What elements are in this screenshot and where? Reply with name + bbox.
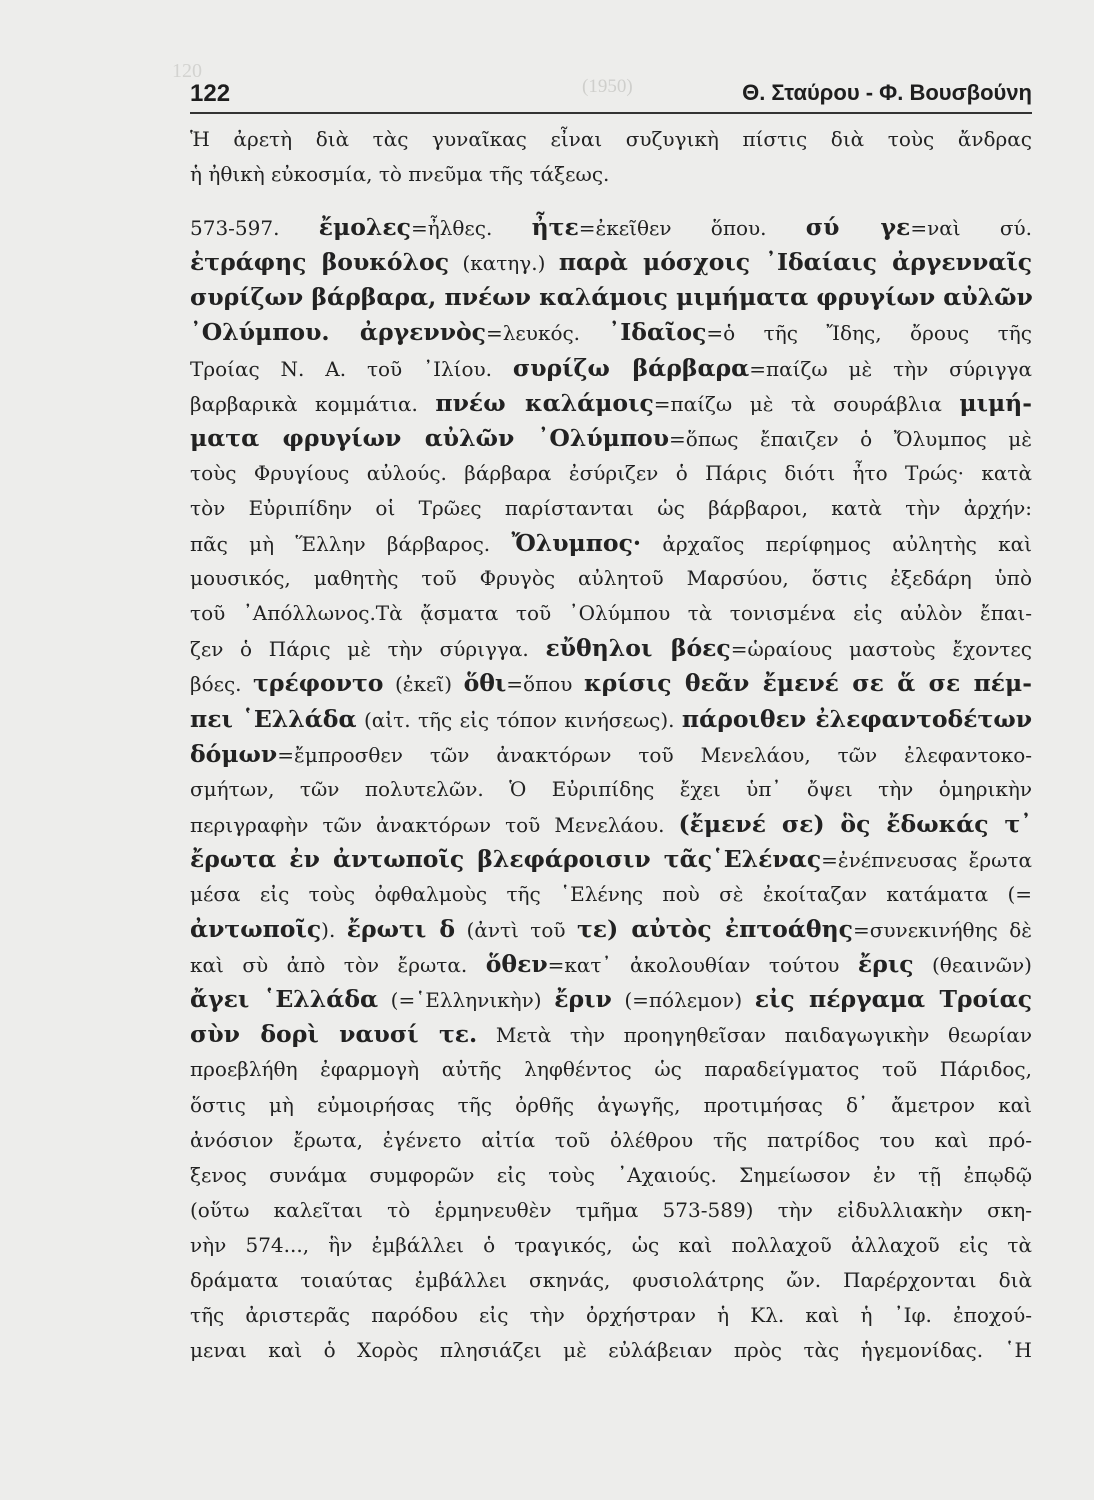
text-run: (αἰτ. τῆς εἰς τόπον κινήσεως). [356, 707, 682, 732]
text-run: (=῾Ελληνικὴν) [378, 988, 555, 1013]
text-run: ). [321, 918, 347, 943]
bold-lemma: Ὄλυμπος· [511, 529, 642, 558]
text-line [190, 1017, 1032, 1052]
text-run: =παίζω μὲ τὴν σύριγγα [749, 356, 1032, 381]
text-run: Ἡ ἀρετὴ διὰ τὰς γυναῖκας εἶναι συζυγικὴ πίστις διὰ τοὺς ἄνδρας [190, 127, 1032, 151]
text-run: περιγραφὴν τῶν ἀνακτόρων τοῦ Μενελάου. [190, 812, 679, 837]
text-line [190, 947, 1032, 982]
text-run: προεβλήθη ἐφαρμογὴ αὐτῆς ληφθέντος ὡς παραδείγματος τοῦ Πάριδος, [190, 1057, 1032, 1082]
text-line [190, 1333, 1032, 1368]
bold-lemma: ἔμολες [318, 213, 411, 242]
bold-lemma: ματα φρυγίων αὐλῶν ᾽Ολύμπου [190, 423, 670, 452]
bold-lemma: εἰς πέργαμα Τροίας [754, 985, 1032, 1014]
bold-lemma: σύ γε [805, 213, 911, 242]
text-line [190, 1228, 1032, 1263]
bold-lemma: ᾽Ιδαῖος [608, 318, 707, 347]
text-run: =ἔμπροσθεν τῶν ἀνακτόρων τοῦ Μενελάου, τῶν ἐλεφαντοκο- [277, 742, 1032, 767]
text-run: (ἐκεῖ) [383, 672, 464, 697]
text-run: =ἐνέπνευσας ἔρωτα [821, 847, 1033, 872]
bold-lemma: ὅθι [463, 669, 507, 698]
text-run: (κατηγ.) [449, 251, 559, 276]
text-line [190, 315, 1032, 350]
bold-lemma: ἐτράφης βουκόλος [190, 248, 450, 277]
text-run: (θεαινῶν) [913, 953, 1032, 978]
text-line [190, 877, 1032, 912]
text-run: τῆς ἀριστερᾶς παρόδου εἰς τὴν ὀρχήστραν ἡ Κλ. καὶ ἡ ᾽Ιφ. ἐποχού- [190, 1303, 1032, 1328]
text-run: Τροίας Ν. Α. τοῦ ᾽Ιλίου. [190, 356, 513, 381]
text-line [190, 772, 1032, 807]
text-line [190, 982, 1032, 1017]
text-line [190, 157, 1032, 192]
text-line [190, 421, 1032, 456]
text-line [190, 1123, 1032, 1158]
bold-lemma: ὅθεν [485, 950, 548, 979]
bold-lemma: ἄγει ῾Ελλάδα [190, 985, 379, 1014]
bold-lemma: πνέω καλάμοις [435, 388, 654, 417]
text-run: =ὅπως ἔπαιζεν ὁ Ὄλυμπος μὲ [669, 426, 1032, 451]
bold-lemma: ἔρις [857, 950, 914, 979]
bold-lemma: τρέφοντο [253, 669, 384, 698]
text-run: μουσικός, μαθητὴς τοῦ Φρυγὸς αὐλητοῦ Μαρσύου, ὅστις ἐξεδάρη ὑπὸ [190, 566, 1032, 591]
bold-lemma: ᾽Ολύμπου. ἀργεννὸς [190, 318, 486, 347]
text-run: σμήτων, τῶν πολυτελῶν. Ὁ Εὐριπίδης ἔχει ὑπ᾽ ὄψει τὴν ὁμηρικὴν [190, 776, 1032, 801]
bold-lemma: ἦτε [531, 213, 579, 242]
bold-lemma: μιμή- [959, 388, 1032, 417]
text-line [190, 122, 1032, 157]
text-run: Μετὰ τὴν προηγηθεῖσαν παιδαγωγικὴν θεωρίαν [477, 1023, 1032, 1048]
text-run: =ὡραίους μαστοὺς ἔχοντες [730, 637, 1032, 662]
bold-lemma: παρὰ μόσχοις ᾽Ιδαίαις ἀργενναῖς [558, 248, 1033, 277]
text-line [190, 702, 1032, 737]
text-line [190, 386, 1032, 421]
text-run: (οὕτω καλεῖται τὸ ἑρμηνευθὲν τμῆμα 573-589) τὴν εἰδυλλιακὴν σκη- [190, 1197, 1032, 1222]
text-line [190, 737, 1032, 772]
bold-lemma: ἔρωτι δ [346, 915, 456, 944]
text-run: =ἦλθες. [410, 216, 532, 241]
bold-lemma: τε) αὐτὸς ἐπτοάθης [576, 915, 853, 944]
text-run: ἀρχαῖος περίφημος αὐλητὴς καὶ [641, 532, 1032, 557]
text-run: ξενος συνάμα συμφορῶν εἰς τοὺς ᾽Αχαιούς. Σημείωσον ἐν τῇ ἐπῳδῷ [190, 1162, 1032, 1187]
bold-lemma: πάροιθεν ἐλεφαντοδέτων [681, 704, 1033, 733]
text-run: ἡ ἠθικὴ εὐκοσμία, τὸ πνεῦμα τῆς τάξεως. [190, 162, 610, 187]
text-run: =λευκός. [485, 321, 609, 346]
text-run: =ὅπου [506, 672, 584, 697]
text-run: 573-597. [190, 216, 319, 241]
text-line [190, 1263, 1032, 1298]
text-run: τοὺς Φρυγίους αὐλούς. βάρβαρα ἐσύριζεν ὁ Πάρις διότι ἦτο Τρώς· κατὰ [190, 460, 1032, 485]
text-run: βαρβαρικὰ κομμάτια. [190, 391, 436, 416]
text-run: =κατ᾽ ἀκολουθίαν τούτου [547, 953, 858, 978]
text-line [190, 456, 1032, 491]
text-run: ἀνόσιον ἔρωτα, ἐγένετο αἰτία τοῦ ὀλέθρου τῆς πατρίδος του καὶ πρό- [190, 1127, 1032, 1152]
text-run: βόες. [190, 672, 254, 697]
text-run: πᾶς μὴ Ἕλλην βάρβαρος. [190, 532, 512, 557]
bold-lemma: (ἔμενέ σε) ὃς ἔδωκάς τ᾽ [678, 809, 1033, 838]
text-run: καὶ σὺ ἀπὸ τὸν ἔρωτα. [190, 953, 486, 978]
text-run: μέσα εἰς τοὺς ὀφθαλμοὺς τῆς ῾Ελένης ποὺ σὲ ἐκοίταζαν κατάματα (= [190, 881, 1032, 906]
text-run: νὴν 574..., ἣν ἐμβάλλει ὁ τραγικός, ὡς καὶ πολλαχοῦ ἀλλαχοῦ εἰς τὰ [190, 1232, 1032, 1257]
text-run: =ναὶ σύ. [910, 216, 1032, 241]
text-run: =ἐκεῖθεν ὅπου. [578, 216, 806, 241]
text-line [190, 1158, 1032, 1193]
text-run: ὅστις μὴ εὐμοιρήσας τῆς ὀρθῆς ἀγωγῆς, προτιμήσας δ᾽ ἄμετρον καὶ [190, 1092, 1032, 1117]
bold-lemma: ἀντωποῖς [190, 915, 322, 944]
bold-lemma: σὺν δορὶ ναυσί τε. [190, 1020, 478, 1049]
text-line [190, 842, 1032, 877]
text-line [190, 631, 1032, 666]
bold-lemma: ἔριν [554, 985, 612, 1014]
text-line [190, 1193, 1032, 1228]
text-run: ζεν ὁ Πάρις μὲ τὴν σύριγγα. [190, 637, 546, 662]
text-line [190, 666, 1032, 701]
bold-lemma: κρίσις θεᾶν ἔμενέ σε ἅ σε πέμ- [583, 669, 1033, 698]
text-line [190, 351, 1032, 386]
text-line [190, 280, 1032, 315]
text-line [190, 1298, 1032, 1333]
page-header [190, 78, 1032, 114]
text-run: δράματα τοιαύτας ἐμβάλλει σκηνάς, φυσιολάτρης ὤν. Παρέρχονται διὰ [190, 1268, 1032, 1292]
text-line [190, 245, 1032, 280]
text-run: τὸν Εὐριπίδην οἱ Τρῶες παρίστανται ὡς βάρβαροι, κατὰ τὴν ἀρχήν: [190, 495, 1032, 520]
text-line [190, 1052, 1032, 1087]
text-run: τοῦ ᾽Απόλλωνος.Τὰ ᾄσματα τοῦ ᾽Ολύμπου τὰ τονισμένα εἰς αὐλὸν ἔπαι- [190, 601, 1032, 626]
text-run: =παίζω μὲ τὰ σουράβλια [653, 391, 960, 416]
text-run: =συνεκινήθης δὲ [852, 918, 1032, 943]
text-line [190, 1088, 1032, 1123]
text-run: (ἀντὶ τοῦ [455, 918, 577, 943]
text-line [190, 210, 1032, 245]
page-number: 122 [190, 80, 231, 107]
text-run: =ὁ τῆς Ἴδης, ὄρους τῆς [706, 321, 1032, 346]
bold-lemma: συρίζων βάρβαρα, πνέων καλάμοις μιμήματα φρυγίων αὐλῶν [190, 283, 1033, 312]
body-text [190, 122, 1032, 1368]
text-line [190, 807, 1032, 842]
text-line [190, 912, 1032, 947]
bold-lemma: δόμων [190, 739, 278, 768]
text-line [190, 561, 1032, 596]
text-line [190, 491, 1032, 526]
text-run: μεναι καὶ ὁ Χορὸς πλησιάζει μὲ εὐλάβειαν πρὸς τὰς ἡγεμονίδας. ῾Η [190, 1338, 1032, 1363]
text-line [190, 596, 1032, 631]
bold-lemma: ἔρωτα ἐν ἀντωποῖς βλεφάροισιν τᾶς῾Ελένας [190, 844, 822, 873]
running-head: Θ. Σταύρου - Φ. Βουσβούνη [742, 80, 1032, 105]
bold-lemma: συρίζω βάρβαρα [512, 353, 750, 382]
bleed-through-text: (1950) [582, 76, 633, 97]
bold-lemma: πει ῾Ελλάδα [190, 704, 357, 733]
bold-lemma: εὔθηλοι βόες [545, 634, 731, 663]
text-line [190, 526, 1032, 561]
text-run: (=πόλεμον) [611, 988, 755, 1013]
bleed-through-number: 120 [172, 60, 202, 82]
